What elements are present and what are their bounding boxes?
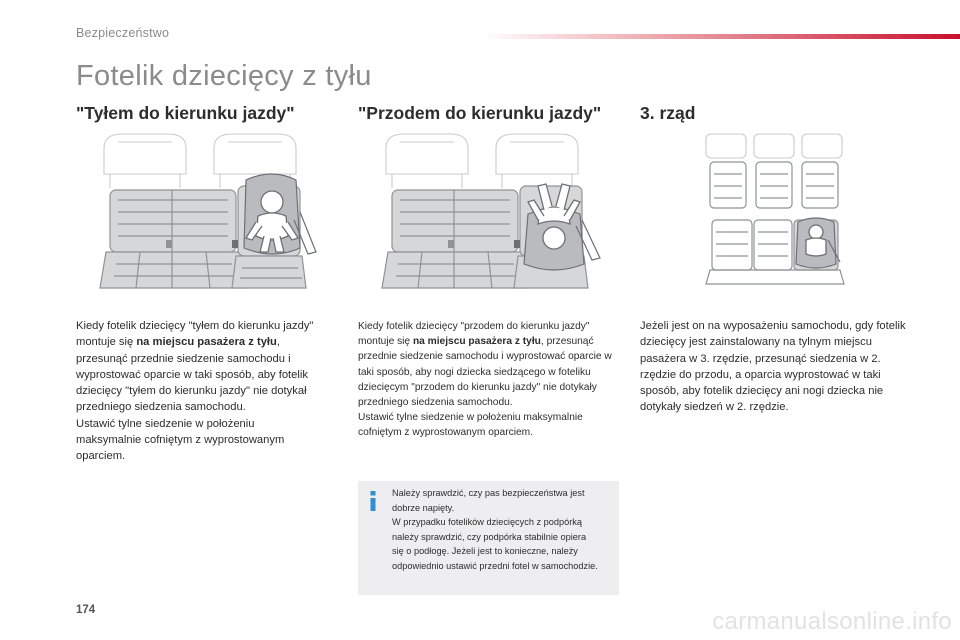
info-icon [368, 491, 378, 511]
forward-facing-child-seat-diagram [378, 128, 608, 296]
info-line: odpowiednio ustawić przedni fotel w samochodzie. [392, 560, 598, 571]
column-heading-rear-facing: "Tyłem do kierunku jazdy" [76, 103, 295, 123]
rear-facing-text-3: Ustawić tylne siedzenie w położeniu maksymalnie cofniętym z wyprostowanym oparciem. [76, 417, 285, 463]
info-box [358, 481, 619, 595]
forward-facing-bold-location: na miejscu pasażera z tyłu [412, 336, 541, 348]
rear-facing-text-1: Kiedy fotelik dziecięcy "tyłem do kierunku jazdy" montuje się [76, 320, 314, 349]
rear-facing-paragraph [76, 318, 318, 465]
info-line: się o podłogę. Jeżeli jest to konieczne, należy [392, 546, 578, 557]
watermark: carmanualsonline.info [712, 608, 952, 635]
page-number: 174 [76, 604, 96, 616]
section-label: Bezpieczeństwo [76, 26, 170, 40]
column-heading-forward-facing: "Przodem do kierunku jazdy" [358, 103, 602, 123]
rear-facing-child-seat-diagram [96, 128, 326, 296]
third-row-child-seat-diagram [702, 128, 848, 288]
info-line: należy sprawdzić, czy podpórka stabilnie opiera [392, 531, 587, 542]
third-row-paragraph [640, 318, 912, 416]
rear-facing-text-2: , przesunąć przednie siedzenie samochodu i wyprostować oparcie w taki sposób, aby fotelik dziecięcy "tyłem do kierunku jazdy" nie dotykał przedniego siedzenia samochodu. [76, 336, 308, 414]
forward-facing-text-1: Kiedy fotelik dziecięcy "przodem do kierunku jazdy" montuje się [358, 321, 590, 348]
third-row-text: Jeżeli jest on na wyposażeniu samochodu, gdy fotelik dziecięcy jest zainstalowany na tylnym miejscu pasażera w 3. rzędzie, przesunąć siedzenia w 2. rzędzie do przodu, a oparcia wyprostować w taki sposób, aby fotelik dziecięcy ani nogi dziecka nie dotykały siedzeń w 2. rzędzie. [640, 320, 906, 414]
rear-facing-bold-location: na miejscu pasażera z tyłu [136, 336, 277, 349]
info-text [392, 486, 614, 574]
forward-facing-text-3: Ustawić tylne siedzenie w położeniu maksymalnie cofniętym z wyprostowanym oparciem. [358, 412, 583, 439]
column-heading-third-row: 3. rząd [640, 103, 696, 123]
info-line: dobrze napięty. [392, 502, 455, 513]
forward-facing-paragraph [358, 319, 620, 441]
page-title: Fotelik dziecięcy z tyłu [76, 60, 372, 92]
header-accent-rule [480, 34, 960, 39]
info-line: W przypadku fotelików dziecięcych z podpórką [392, 517, 582, 528]
forward-facing-text-2: , przesunąć przednie siedzenie samochodu i wyprostować oparcie w taki sposób, aby nogi dziecka siedzącego w foteliku dziecięcym "przodem do kierunku jazdy" nie dotykały przedniego siedzenia samochodu. [358, 336, 612, 409]
info-line: Należy sprawdzić, czy pas bezpieczeństwa jest [392, 488, 585, 498]
